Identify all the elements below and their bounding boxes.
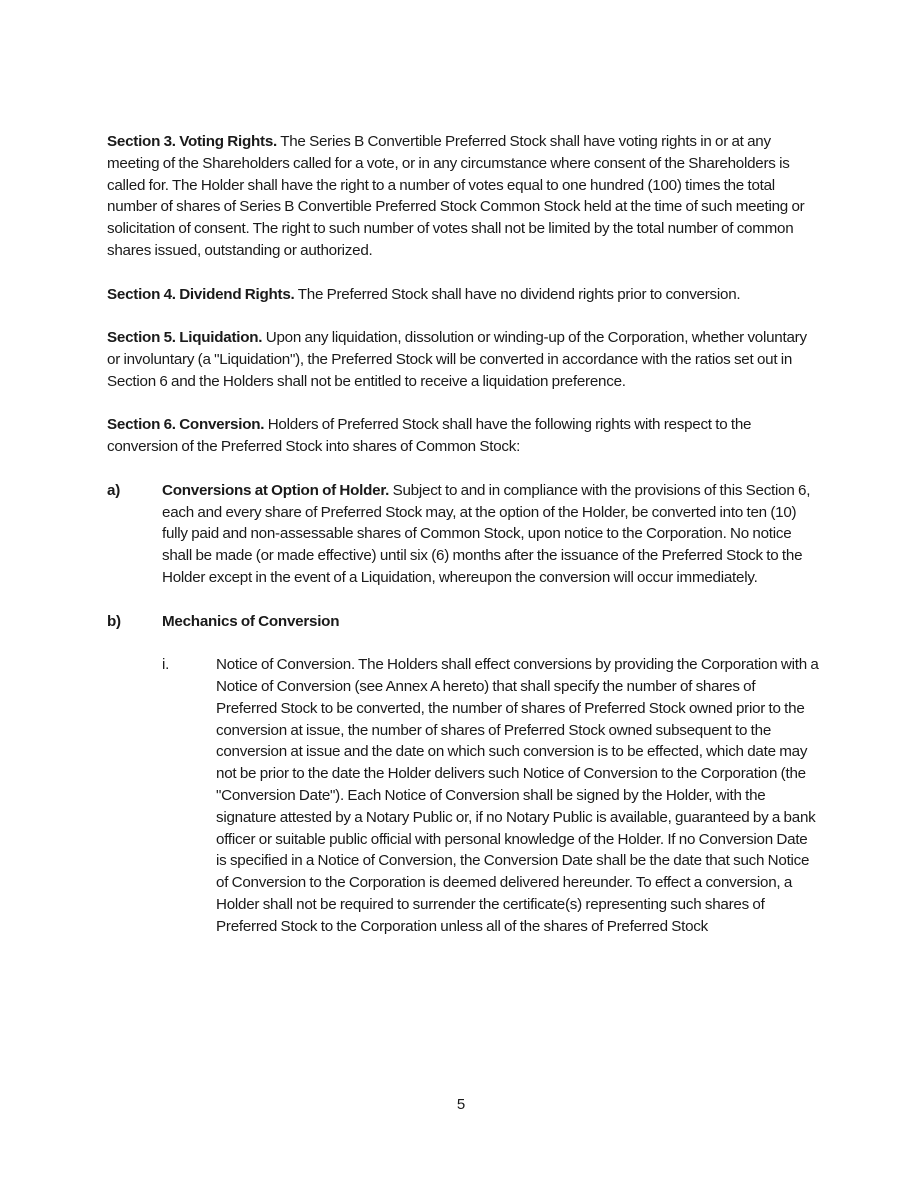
section-heading: Section 6. Conversion. bbox=[107, 416, 265, 434]
section-heading: Section 3. Voting Rights. bbox=[107, 133, 278, 150]
section-heading: Section 4. Dividend Rights. bbox=[107, 285, 295, 303]
document-body bbox=[107, 131, 819, 937]
item-marker: a) bbox=[107, 481, 121, 499]
subitem-marker: i. bbox=[162, 656, 170, 674]
subitem-text: Notice of Conversion. The Holders shall effect conversions by providing the Corporation with a Notice of Conversion (see Annex A hereto) that shall specify the number of shares of Preferred Stock to be converted, the number of shares of Preferred Stock owned prior to the conversion at issue, the number of shares of Preferred Stock owned subsequent to the conversion at issue and the date on which such conversion is to be effected, which date may not be prior to the date the Holder delivers such Notice of Conversion to the Corporation (the "Conversion Date"). Each Notice of Conversion shall be signed by the Holder, with the signature attested by a Notary Public or, if no Notary Public is available, guaranteed by a bank officer or suitable public official with personal knowledge of the Holder. If no Conversion Date is specified in a Notice of Conversion, the Conversion Date shall be the date that such Notice of Conversion to the Corporation is deemed delivered hereunder. To effect a conversion, a Holder shall not be required to surrender the certificate(s) representing such shares of Preferred Stock to the Corporation unless all of the shares of Preferred Stock bbox=[216, 656, 819, 935]
section-3-voting-rights bbox=[107, 131, 819, 262]
item-b-mechanics-of-conversion bbox=[107, 611, 819, 633]
section-6-conversion bbox=[107, 414, 819, 458]
section-text: Upon any liquidation, dissolution or winding-up of the Corporation, whether voluntary or involuntary (a "Liquidation"), the Preferred Stock will be converted in accordance with the ratios set out in Section 6 and the Holders shall not be entitled to receive a liquidation preference. bbox=[107, 329, 807, 390]
subitem-i-notice-of-conversion bbox=[107, 654, 819, 937]
section-text: Holders of Preferred Stock shall have the following rights with respect to the conversion of the Preferred Stock into shares of Common Stock: bbox=[107, 416, 752, 456]
item-heading: Conversions at Option of Holder. bbox=[162, 481, 390, 499]
item-marker: b) bbox=[107, 612, 121, 630]
item-heading: Mechanics of Conversion bbox=[162, 612, 340, 630]
section-text: The Preferred Stock shall have no dividend rights prior to conversion. bbox=[294, 285, 741, 303]
section-text: The Series B Convertible Preferred Stock shall have voting rights in or at any meeting of the Shareholders called for a vote, or in any circumstance where consent of the Shareholders is called for. The Holder shall have the right to a number of votes equal to one hundred (100) times the total number of shares of Series B Convertible Preferred Stock Common Stock held at the time of such meeting or solicitation of consent. The right to such number of votes shall not be limited by the total number of common shares issued, outstanding or authorized. bbox=[107, 133, 805, 259]
item-text: Subject to and in compliance with the provisions of this Section 6, each and every share of Preferred Stock may, at the option of the Holder, be converted into ten (10) fully paid and non-assessable shares of Common Stock, upon notice to the Corporation. No notice shall be made (or made effective) until six (6) months after the issuance of the Preferred Stock to the Holder except in the event of a Liquidation, whereupon the conversion will occur immediately. bbox=[162, 481, 811, 586]
page-number: 5 bbox=[456, 1096, 466, 1113]
item-a-conversions-at-option bbox=[107, 480, 819, 589]
section-heading: Section 5. Liquidation. bbox=[107, 329, 263, 347]
section-5-liquidation bbox=[107, 327, 819, 392]
section-4-dividend-rights bbox=[107, 284, 819, 306]
